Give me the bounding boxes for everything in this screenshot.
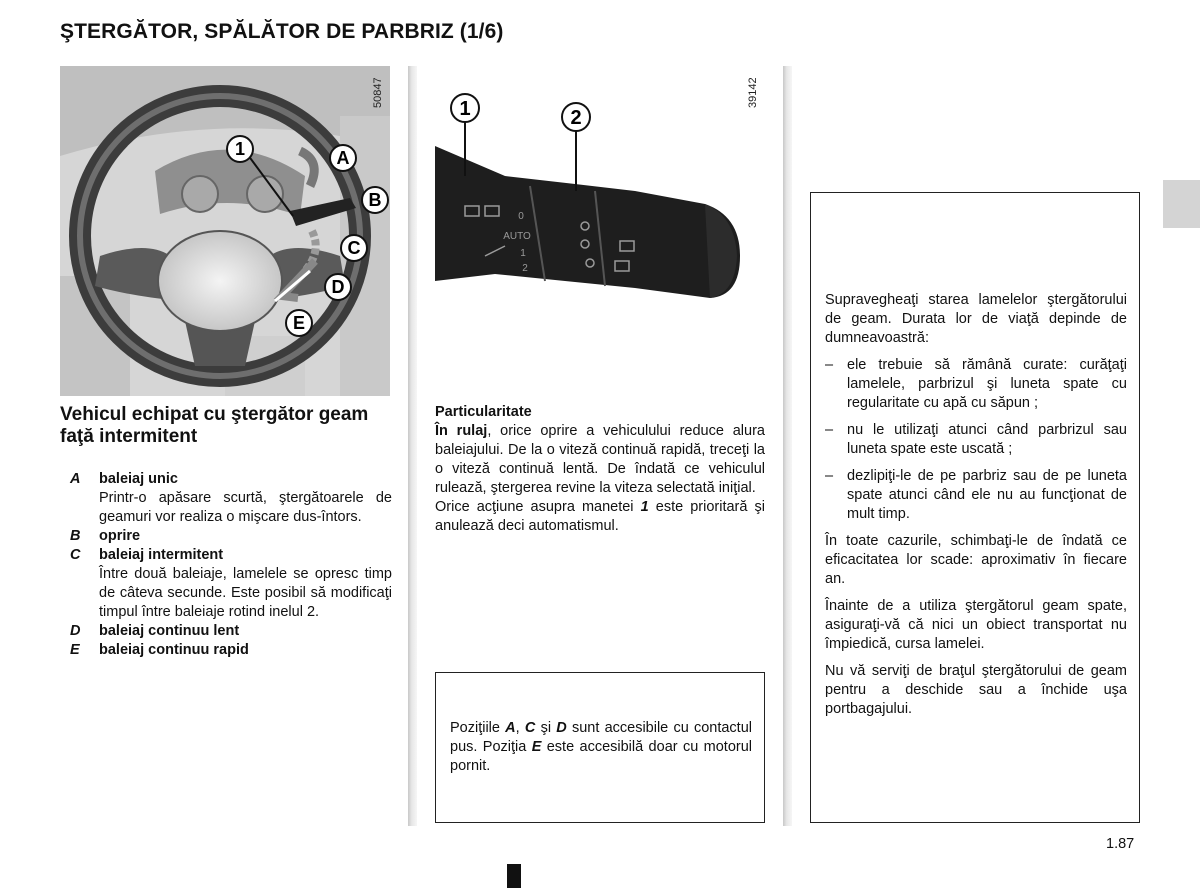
paragraph-text: este prioritară şi anulează deci automatismul.	[435, 499, 765, 534]
item-key: A	[70, 471, 81, 487]
figure-code: 39142	[747, 77, 759, 108]
particularity-section	[435, 403, 765, 536]
chapter-tab	[1163, 180, 1200, 228]
item-key: C	[70, 547, 81, 563]
list-item	[70, 470, 392, 527]
paragraph-text: , orice oprire a vehiculului reduce alura baleiajului. De la o viteză continuă rapidă, treceţi la o viteză continuă lentă. De îndată ce vehiculul rulează, ştergerea revine la viteza selectată iniţial.	[435, 423, 765, 496]
paragraph: În toate cazurile, schimbaţi-le de îndată ce eficacitatea lor scade: aproximativ în fiecare an.	[825, 533, 1127, 587]
item-description: Între două baleiaje, lamelele se opresc timp de câteva secunde. Este posibil să modificaţi timpul între baleiaje rotind inelul 2.	[99, 566, 392, 620]
callout-2: 2	[570, 107, 582, 129]
column-divider	[408, 66, 417, 826]
item-key: D	[70, 623, 81, 639]
emphasis: În rulaj	[435, 423, 488, 439]
steering-wheel-drawing	[60, 66, 390, 396]
maintenance-note-box	[810, 192, 1140, 823]
callout-1: 1	[459, 98, 471, 120]
list-item	[70, 527, 392, 546]
stalk-label-0: 0	[518, 211, 524, 222]
paragraph: Nu vă serviţi de braţul ştergătorului de geam pentru a deschide sau a închide uşa portbagajului.	[825, 663, 1127, 717]
column-divider	[783, 66, 792, 826]
position-list	[70, 470, 392, 660]
list-item: – nu le utilizaţi atunci când parbrizul sau luneta spate este uscată ;	[825, 422, 1127, 457]
paragraph: Înainte de a utiliza ştergătorul geam spate, asiguraţi-vă că nici un obiect transportat nu împiedică, cursa lamelei.	[825, 598, 1127, 652]
note-text: Poziţiile A, C şi D sunt accesibile cu contactul pus. Poziţia E este accesibilă doar cu motorul pornit.	[450, 720, 752, 774]
callout-a: A	[336, 148, 350, 168]
list-item: – dezlipiţi-le de pe parbriz sau de pe luneta spate atunci când ele nu au funcţionat de mult timp.	[825, 468, 1127, 522]
callout-d: D	[331, 277, 345, 297]
wiper-stalk-drawing	[435, 66, 765, 396]
emphasis: 1	[640, 499, 649, 515]
callout-e: E	[292, 313, 306, 333]
item-term: baleiaj intermitent	[99, 547, 224, 563]
page-title: ŞTERGĂTOR, SPĂLĂTOR DE PARBRIZ (1/6)	[60, 20, 504, 43]
list-item	[70, 546, 392, 622]
item-term: oprire	[99, 528, 141, 544]
item-key: B	[70, 528, 81, 544]
print-mark	[507, 864, 521, 888]
list-item	[70, 622, 392, 641]
callout-1: 1	[234, 139, 246, 159]
item-description: Printr-o apăsare scurtă, ştergătoarele de geamuri vor realiza o mişcare dus-întors.	[99, 490, 392, 525]
list-item: – ele trebuie să rămână curate: curăţaţi lamelele, parbrizul şi luneta spate cu regularitate cu apă cu săpun ;	[825, 357, 1127, 411]
callout-c: C	[347, 238, 361, 258]
page-number: 1.87	[1106, 836, 1135, 852]
stalk-label-2: 2	[522, 263, 528, 274]
item-key: E	[70, 642, 80, 658]
paragraph	[435, 498, 765, 536]
wiper-stalk-illustration	[435, 66, 765, 396]
item-term: baleiaj unic	[99, 471, 178, 487]
section-heading: Particularitate	[435, 404, 532, 420]
item-term: baleiaj continuu lent	[99, 623, 240, 639]
steering-wheel-illustration	[60, 66, 390, 396]
paragraph-text: Orice acţiune asupra manetei	[435, 499, 641, 515]
note-box	[435, 672, 765, 823]
stalk-label-auto: AUTO	[503, 231, 531, 242]
paragraph: Supravegheaţi starea lamelelor ştergătorului de geam. Durata lor de viaţă depinde de dumneavoastră:	[825, 292, 1127, 346]
section-subtitle: Vehicul echipat cu ştergător geam faţă intermitent	[60, 404, 369, 447]
item-term: baleiaj continuu rapid	[99, 642, 249, 658]
paragraph	[435, 422, 765, 498]
list-item	[70, 641, 392, 660]
figure-code: 50847	[372, 77, 384, 108]
callout-b: B	[368, 190, 382, 210]
stalk-label-1: 1	[520, 248, 526, 259]
